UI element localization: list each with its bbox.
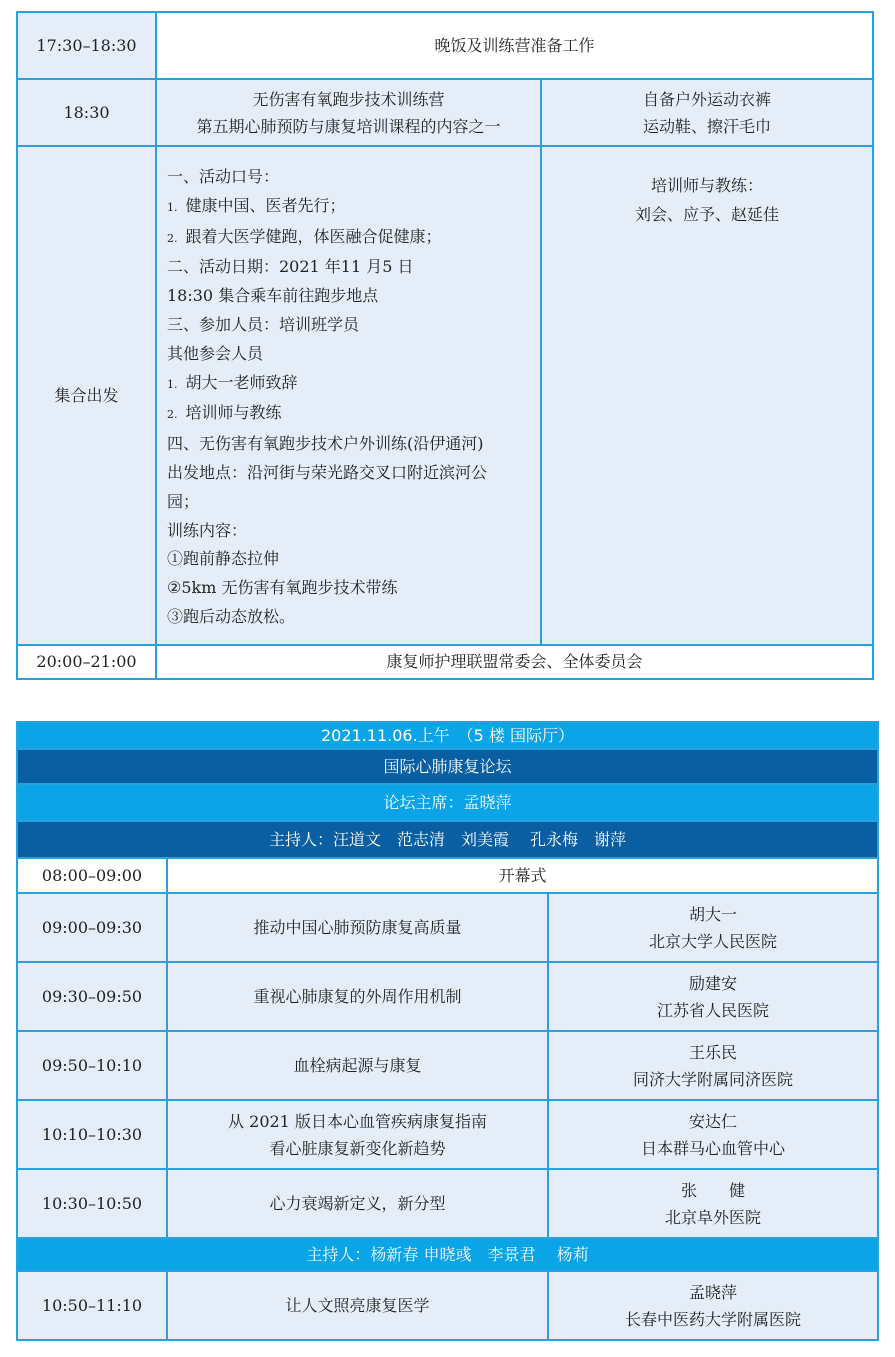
detail-line (167, 430, 532, 459)
detail-line (167, 399, 532, 430)
topic-line: 从 2021 版日本心血管疾病康复指南 (228, 1111, 487, 1131)
detail-line (167, 311, 532, 340)
detail-line (167, 488, 532, 517)
detail-text: 出发地点：沿河街与荣光路交叉口附近滨河公 (167, 462, 488, 482)
detail-text: 培训师与教练 (185, 403, 282, 423)
speaker-cell (548, 1169, 878, 1238)
detail-text: 园； (167, 491, 200, 511)
topic-cell (167, 1271, 548, 1340)
date-header: 2021.11.06.上午 （5 楼 国际厅） (17, 722, 878, 749)
detail-text: 胡大一老师致辞 (185, 372, 298, 392)
speaker-name: 安达仁 (689, 1111, 738, 1131)
note-cell (541, 79, 873, 146)
list-number: 1. (167, 377, 178, 391)
table-row (17, 858, 878, 893)
speaker-org: 长春中医药大学附属医院 (625, 1309, 802, 1329)
detail-text: 健康中国、医者先行； (185, 195, 346, 215)
activity-detail-cell (156, 146, 541, 645)
content-cell: 晚饭及训练营准备工作 (156, 12, 873, 79)
talk-row (17, 1100, 878, 1169)
speaker-cell (548, 1100, 878, 1169)
note-line: 运动鞋、擦汗毛巾 (643, 116, 772, 136)
speaker-org: 日本群马心血管中心 (641, 1138, 786, 1158)
hosts-row (17, 821, 878, 858)
topic-line: 重视心肺康复的外周作用机制 (253, 987, 462, 1006)
forum-schedule-table (16, 721, 879, 1341)
detail-text: 18:30 集合乘车前往跑步地点 (167, 286, 379, 306)
hosts-row (17, 1238, 878, 1271)
table-row (17, 146, 873, 645)
forum-chair: 论坛主席：孟晓萍 (17, 784, 878, 821)
content-cell: 开幕式 (167, 858, 878, 893)
table-row (17, 12, 873, 79)
time-cell: 17:30–18:30 (17, 12, 156, 79)
forum-title-row (17, 749, 878, 784)
hosts: 主持人：汪道文 范志清 刘美霞 孔永梅 谢萍 (17, 821, 878, 858)
detail-line (167, 192, 532, 223)
time-cell: 09:30–09:50 (17, 962, 167, 1031)
detail-line (167, 369, 532, 400)
detail-text: ①跑前静态拉伸 (167, 549, 280, 569)
speaker-cell (548, 893, 878, 962)
talk-row (17, 893, 878, 962)
topic-line: 血栓病起源与康复 (293, 1056, 422, 1075)
time-cell: 18:30 (17, 79, 156, 146)
speaker-name: 胡大一 (689, 904, 738, 924)
trainer-line: 培训师与教练： (651, 176, 764, 195)
detail-line (167, 574, 532, 603)
evening-schedule-table (16, 11, 874, 680)
speaker-name: 张 健 (681, 1180, 746, 1200)
forum-chair-row (17, 784, 878, 821)
topic-cell (167, 962, 548, 1031)
detail-text: ③跑后动态放松。 (167, 606, 296, 626)
topic-cell (167, 1169, 548, 1238)
topic-line: 看心脏康复新变化新趋势 (269, 1138, 446, 1158)
topic-line: 让人文照亮康复医学 (285, 1296, 430, 1315)
detail-text: 四、无伤害有氧跑步技术户外训练(沿伊通河) (167, 434, 484, 454)
detail-text: 训练内容： (167, 520, 248, 540)
hosts: 主持人：杨新春 申晓彧 李景君 杨莉 (17, 1238, 878, 1271)
content-cell: 康复师护理联盟常委会、全体委员会 (156, 645, 873, 679)
talk-row (17, 962, 878, 1031)
talk-row (17, 1169, 878, 1238)
detail-text: 其他参会人员 (167, 343, 264, 363)
detail-text: 跟着大医学健跑，体医融合促健康； (185, 226, 442, 246)
note-line: 自备户外运动衣裤 (643, 89, 772, 109)
speaker-org: 同济大学附属同济医院 (633, 1069, 794, 1089)
detail-text: 三、参加人员：培训班学员 (167, 314, 360, 334)
trainer-line: 刘会、应予、赵延佳 (635, 205, 780, 224)
speaker-name: 励建安 (689, 973, 738, 993)
list-number: 1. (167, 200, 178, 214)
speaker-name: 孟晓萍 (689, 1282, 738, 1302)
time-cell: 09:50–10:10 (17, 1031, 167, 1100)
table-row (17, 645, 873, 679)
time-cell: 集合出发 (17, 146, 156, 645)
detail-line (167, 340, 532, 369)
topic-cell (167, 1100, 548, 1169)
forum-title: 国际心肺康复论坛 (17, 749, 878, 784)
table-row (17, 79, 873, 146)
detail-line (167, 163, 532, 192)
date-header-row (17, 722, 878, 749)
time-cell: 10:50–11:10 (17, 1271, 167, 1340)
list-number: 2. (167, 231, 178, 245)
speaker-cell (548, 1271, 878, 1340)
detail-line (167, 282, 532, 311)
detail-text: 一、活动口号： (167, 167, 280, 186)
detail-line (167, 603, 532, 632)
detail-line (167, 545, 532, 574)
detail-line (167, 253, 532, 282)
detail-text: 二、活动日期：2021 年11 月5 日 (167, 257, 414, 277)
talk-row (17, 1271, 878, 1340)
trainer-cell (541, 146, 873, 645)
speaker-name: 王乐民 (689, 1042, 738, 1062)
topic-line: 心力衰竭新定义，新分型 (269, 1194, 446, 1213)
speaker-org: 北京阜外医院 (665, 1207, 762, 1227)
time-cell: 09:00–09:30 (17, 893, 167, 962)
talk-row (17, 1031, 878, 1100)
time-cell: 20:00–21:00 (17, 645, 156, 679)
topic-line: 推动中国心肺预防康复高质量 (253, 918, 462, 937)
time-cell: 10:10–10:30 (17, 1100, 167, 1169)
speaker-org: 北京大学人民医院 (649, 931, 778, 951)
time-cell: 08:00–09:00 (17, 858, 167, 893)
list-number: 2. (167, 408, 178, 422)
speaker-cell (548, 1031, 878, 1100)
speaker-org: 江苏省人民医院 (657, 1000, 770, 1020)
topic-cell (167, 1031, 548, 1100)
time-cell: 10:30–10:50 (17, 1169, 167, 1238)
speaker-cell (548, 962, 878, 1031)
detail-line (167, 223, 532, 254)
content-cell (156, 79, 541, 146)
content-line: 第五期心肺预防与康复培训课程的内容之一 (196, 116, 501, 136)
detail-line (167, 517, 532, 546)
detail-text: ②5km 无伤害有氧跑步技术带练 (167, 578, 398, 598)
topic-cell (167, 893, 548, 962)
detail-line (167, 459, 532, 488)
content-line: 无伤害有氧跑步技术训练营 (252, 89, 445, 109)
